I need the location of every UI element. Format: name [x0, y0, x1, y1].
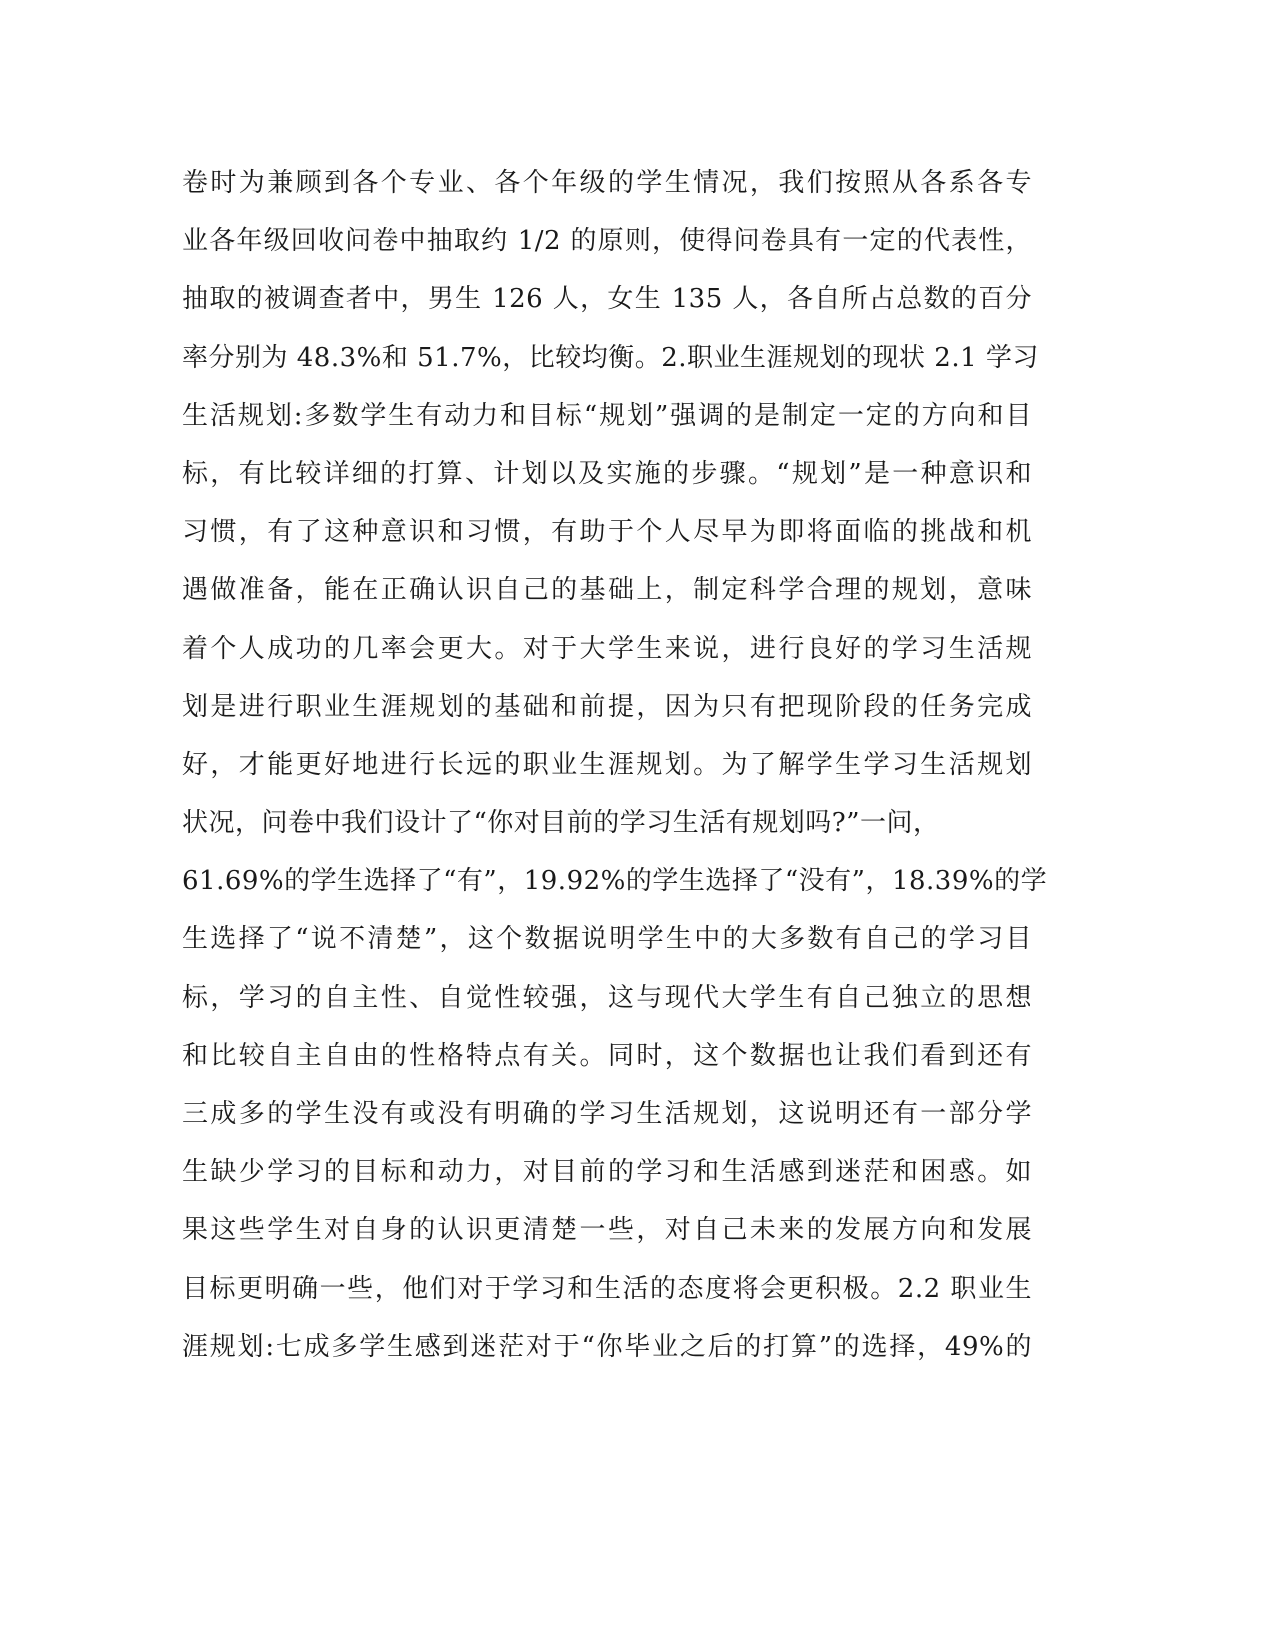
text-line: 好，才能更好地进行长远的职业生涯规划。为了解学生学习生活规划 [182, 749, 1032, 780]
text-line: 习惯，有了这种意识和习惯，有助于个人尽早为即将面临的挑战和机 [182, 517, 1032, 548]
text-line: 状况，问卷中我们设计了“你对目前的学习生活有规划吗?”一问， [182, 808, 940, 839]
text-line: 标，学习的自主性、自觉性较强，这与现代大学生有自己独立的思想 [182, 982, 1032, 1013]
text-line: 涯规划:七成多学生感到迷茫对于“你毕业之后的打算”的选择，49%的 [182, 1331, 1032, 1362]
text-line: 生缺少学习的目标和动力，对目前的学习和生活感到迷茫和困惑。如 [182, 1157, 1032, 1188]
text-line: 着个人成功的几率会更大。对于大学生来说，进行良好的学习生活规 [182, 633, 1032, 664]
text-line: 61.69%的学生选择了“有”，19.92%的学生选择了“没有”，18.39%的学 [182, 866, 1048, 897]
text-line: 生活规划:多数学生有动力和目标“规划”强调的是制定一定的方向和目 [182, 400, 1032, 431]
text-line: 业各年级回收问卷中抽取约 1/2 的原则，使得问卷具有一定的代表性， [182, 226, 1032, 257]
text-line: 遇做准备，能在正确认识自己的基础上，制定科学合理的规划，意味 [182, 575, 1032, 606]
body-text [182, 154, 1048, 1376]
text-line: 划是进行职业生涯规划的基础和前提，因为只有把现阶段的任务完成 [182, 691, 1032, 722]
text-line: 标，有比较详细的打算、计划以及实施的步骤。“规划”是一种意识和 [182, 458, 1032, 489]
text-line: 抽取的被调查者中，男生 126 人，女生 135 人，各自所占总数的百分 [182, 284, 1032, 315]
text-line: 目标更明确一些，他们对于学习和生活的态度将会更积极。2.2 职业生 [182, 1273, 1032, 1304]
text-line: 和比较自主自由的性格特点有关。同时，这个数据也让我们看到还有 [182, 1040, 1032, 1071]
text-line: 卷时为兼顾到各个专业、各个年级的学生情况，我们按照从各系各专 [182, 168, 1032, 198]
text-line: 率分别为 48.3%和 51.7%，比较均衡。2.职业生涯规划的现状 2.1 学习 [182, 342, 1039, 373]
text-line: 三成多的学生没有或没有明确的学习生活规划，这说明还有一部分学 [182, 1099, 1032, 1129]
text-line: 生选择了“说不清楚”，这个数据说明学生中的大多数有自己的学习目 [182, 924, 1032, 955]
text-line: 果这些学生对自身的认识更清楚一些，对自己未来的发展方向和发展 [182, 1215, 1032, 1246]
